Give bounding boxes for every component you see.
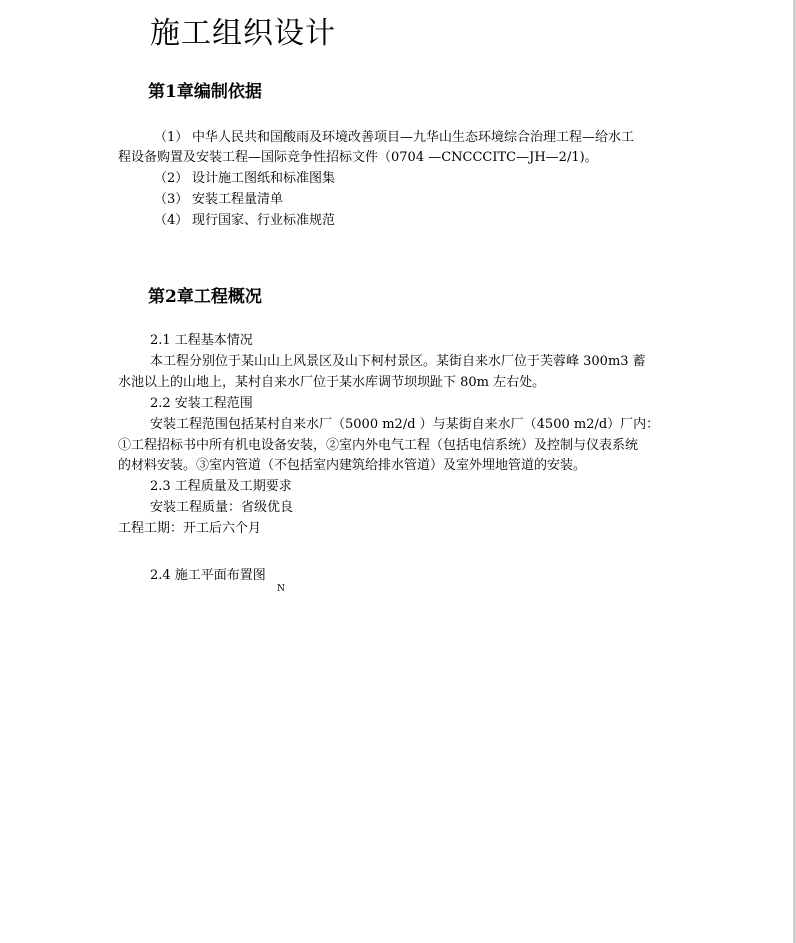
basis-item-1-number: （1） [154,130,189,145]
basis-item-1-continued: 程设备购置及安装工程—国际竞争性招标文件（0704 —CNCCCITC—JH—2/1)。 [118,150,598,165]
basis-item-3-text: 安装工程量清单 [192,192,284,207]
basis-item-3-number: （3） [154,192,189,207]
section-2-2-paragraph-line1: 安装工程范围包括某村自来水厂（5000 m2/d ）与某街自来水厂（4500 m2/d）厂内： [150,417,660,432]
section-2-1-paragraph-line1: 本工程分别位于某山山上风景区及山下柯村景区。某街自来水厂位于芙蓉峰 300m3 蓄 [150,354,646,369]
chapter2-heading: 第2章工程概况 [148,287,262,307]
section-2-2-title: 2.2 安装工程范围 [150,396,253,411]
section-2-3-quality: 安装工程质量：省级优良 [150,500,294,515]
basis-item-4-text: 现行国家、行业标准规范 [192,213,336,228]
chapter1-heading: 第1章编制依据 [148,82,262,102]
basis-item-4-number: （4） [154,213,189,228]
section-2-3-duration: 工程工期：开工后六个月 [118,521,262,536]
section-2-1-title: 2.1 工程基本情况 [150,333,253,348]
basis-item-3 [154,190,283,210]
section-2-3-title: 2.3 工程质量及工期要求 [150,479,292,494]
section-2-1-paragraph-line2: 水池以上的山地上，某村自来水厂位于某水库调节坝坝趾下 80m 左右处。 [118,375,546,390]
basis-item-1 [154,128,634,148]
document-title: 施工组织设计 [150,16,336,51]
basis-item-2 [154,169,335,189]
section-2-2-paragraph-line3: 的材料安装。③室内管道（不包括室内建筑给排水管道）及室外埋地管道的安装。 [118,458,587,473]
basis-item-4 [154,211,335,231]
section-2-4-title: 2.4 施工平面布置图 [150,568,266,583]
basis-item-2-number: （2） [154,171,189,186]
basis-item-1-text: 中华人民共和国酸雨及环境改善项目—九华山生态环境综合治理工程—给水工 [192,130,635,145]
north-arrow-label: N [277,584,285,594]
section-2-2-paragraph-line2: ①工程招标书中所有机电设备安装，②室内外电气工程（包括电信系统）及控制与仪表系统 [118,438,639,453]
basis-item-2-text: 设计施工图纸和标准图集 [192,171,336,186]
